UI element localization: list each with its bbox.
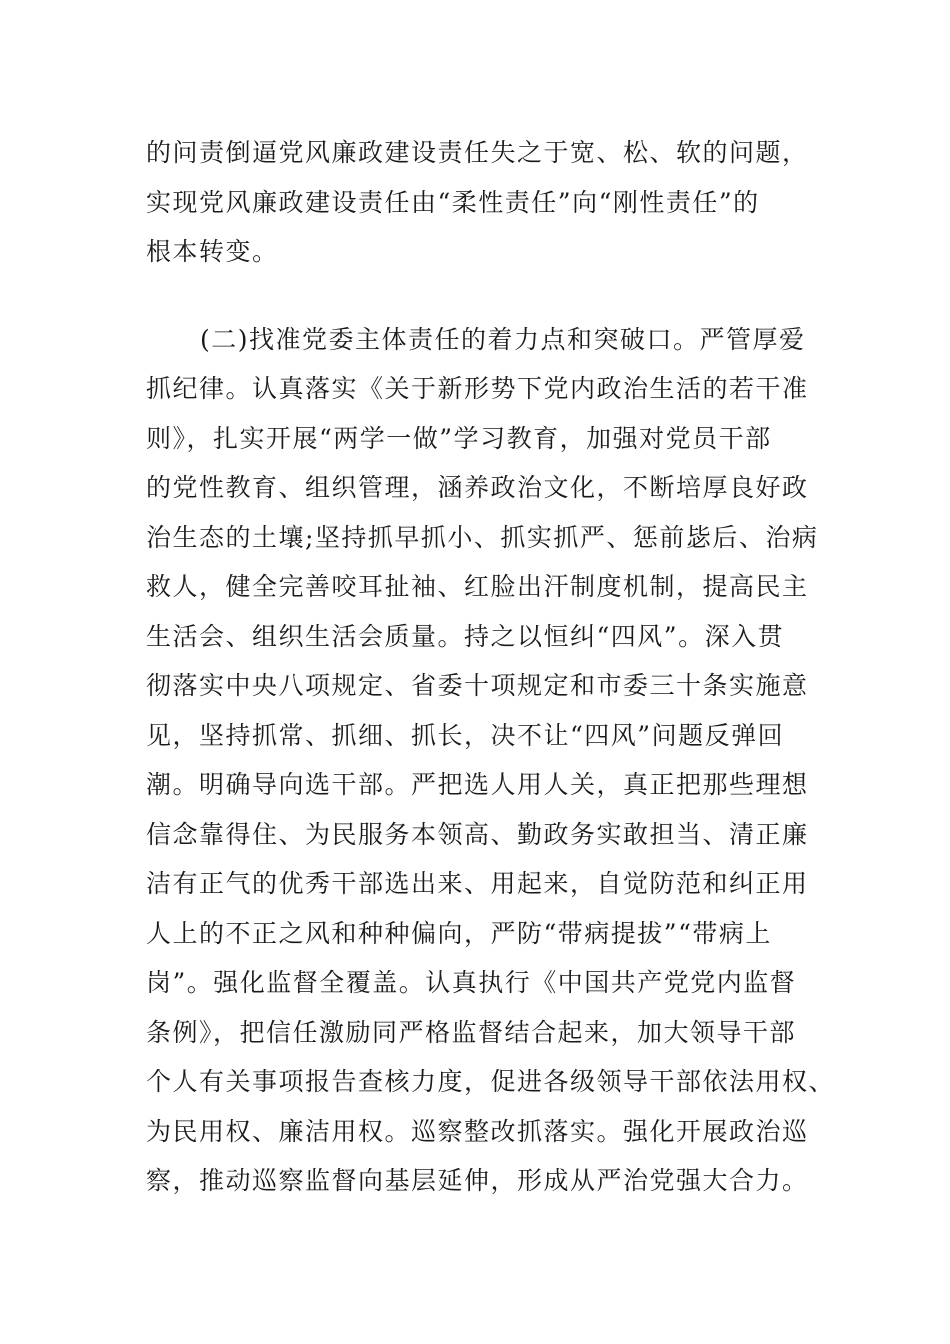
text-line: 人上的不正之风和种种偏向，严防“带病提拔”“带病上: [146, 918, 772, 948]
text-line: 则》，扎实开展“两学一做”学习教育，加强对党员干部: [146, 423, 772, 453]
text-line: 个人有关事项报告查核力度，促进各级领导干部依法用权、: [146, 1067, 836, 1096]
text-line: 根本转变。: [146, 237, 279, 266]
section-heading-line: (二)找准党委主体责任的着力点和突破口。严管厚爱: [200, 324, 806, 354]
document-body: [146, 128, 836, 1206]
paragraph-gap: [146, 277, 806, 315]
text-line: 的党性教育、组织管理，涵养政治文化，不断培厚良好政: [146, 473, 809, 502]
text-line: 为民用权、廉洁用权。巡察整改抓落实。强化开展政治巡: [146, 1116, 809, 1146]
text-line: 抓纪律。认真落实《关于新形势下党内政治生活的若干准: [146, 374, 809, 403]
text-line: 察，推动巡察监督向基层延伸，形成从严治党强大合力。: [146, 1166, 809, 1195]
text-line: 信念靠得住、为民服务本领高、勤政务实敢担当、清正廉: [146, 819, 809, 849]
paragraph-section-2: [146, 315, 836, 1206]
text-line: 岗”。强化监督全覆盖。认真执行《中国共产党党内监督: [146, 968, 797, 997]
paragraph-continuation: [146, 128, 809, 277]
text-line: 洁有正气的优秀干部选出来、用起来，自觉防范和纠正用: [146, 869, 809, 898]
text-line: 潮。明确导向选干部。严把选人用人关，真正把那些理想: [146, 770, 809, 799]
text-line: 的问责倒逼党风廉政建设责任失之于宽、松、软的问题，: [146, 138, 809, 167]
text-line: 实现党风廉政建设责任由“柔性责任”向“刚性责任”的: [146, 187, 760, 217]
text-line: 救人，健全完善咬耳扯袖、红脸出汗制度机制，提高民主: [146, 572, 809, 601]
text-line: 生活会、组织生活会质量。持之以恒纠“四风”。深入贯: [146, 621, 785, 651]
text-line: 条例》，把信任激励同严格监督结合起来，加大领导干部: [146, 1017, 797, 1047]
text-line: 彻落实中央八项规定、省委十项规定和市委三十条实施意: [146, 671, 809, 700]
text-line: 治生态的土壤;坚持抓早抓小、抓实抓严、惩前毖后、治病: [146, 522, 819, 552]
text-line: 见，坚持抓常、抓细、抓长，决不让“四风”问题反弹回: [146, 720, 785, 750]
